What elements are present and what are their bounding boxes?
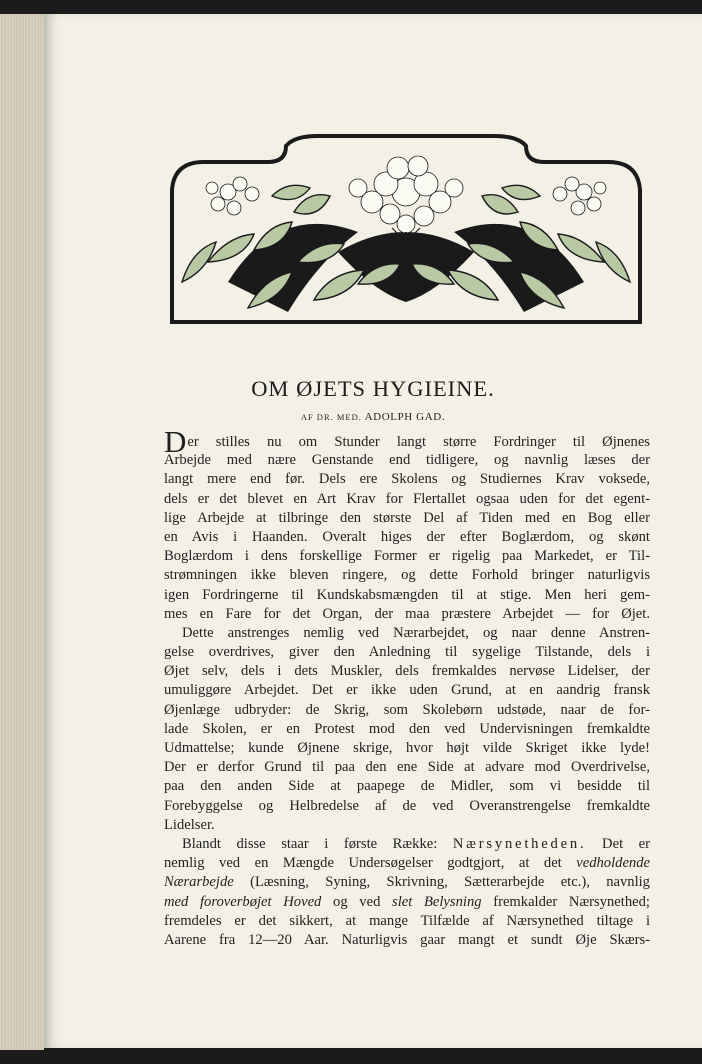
text-line: lige Arbejde at tilbringe den største Del af Tiden med en Bog eller bbox=[164, 509, 650, 526]
text-line: Nærarbejde (Læsning, Syning, Skrivning, Sætterarbejde etc.), navnlig bbox=[164, 874, 650, 891]
text-line: paa den anden Side at paapege de Midler, som vi besidde til bbox=[164, 778, 650, 795]
byline-prefix: AF DR. MED. bbox=[300, 412, 362, 422]
text-line: Udmattelse; kunde Øjnene skrige, hvor højt vilde Skriget ikke lyde! bbox=[164, 740, 650, 756]
spaced-emphasis: Nærsynetheden. bbox=[452, 835, 587, 852]
italic-emphasis: vedholdende bbox=[576, 855, 650, 872]
text-line: mes en Fare for det Organ, der maa præstere Arbejdet — for Øjet. bbox=[164, 605, 650, 622]
text-line: Øjet selv, dels i dets Muskler, dels fremkaldes nervøse Lidelser, der bbox=[164, 663, 650, 680]
floral-vignette-illustration bbox=[168, 132, 644, 324]
italic-emphasis: med foroverbøjet Hoved bbox=[164, 893, 322, 910]
text-line: en Avis i Haanden. Overalt higes der efter Boglærdom, og skønt bbox=[164, 528, 650, 545]
book-page bbox=[44, 14, 702, 1048]
article-body bbox=[164, 424, 651, 950]
text-line: umuliggøre Arbejdet. Det er ikke uden Grund, at en aandrig fransk bbox=[164, 682, 650, 699]
text-line: dels er det blevet en Art Krav for Flertallet ogsaa uden for det egent- bbox=[164, 490, 650, 507]
italic-emphasis: Nærarbejde bbox=[164, 874, 234, 891]
text-line: Der er derfor Grund til paa den ene Side at advare mod Overdrivelse, bbox=[164, 759, 650, 776]
text-line: Der stilles nu om Stunder langt større Fordringer til Øjnenes bbox=[164, 424, 650, 459]
text-line: gelse overdrives, giver den Anledning til sygelige Tilstande, dels i bbox=[164, 644, 650, 661]
text-line: med foroverbøjet Hoved og ved slet Belysning fremkalder Nærsynethed; bbox=[164, 893, 650, 910]
text-line: Aarene fra 12—20 Aar. Naturligvis gaar mangt et sundt Øje Skærs- bbox=[164, 931, 650, 948]
italic-emphasis: slet Belysning bbox=[392, 893, 482, 910]
drop-cap: D bbox=[164, 424, 187, 459]
text-line: nemlig ved en Mængde Undersøgelser godtgjort, at det vedholdende bbox=[164, 855, 650, 872]
byline-author: ADOLPH GAD. bbox=[364, 411, 446, 423]
text-line: fremdeles er det sikkert, at mange Tilfælde af Nærsynethed tiltage i bbox=[164, 912, 650, 929]
text-line: Lidelser. bbox=[164, 816, 215, 833]
text-line: Dette anstrenges nemlig ved Nærarbejdet, og naar denne Anstren- bbox=[182, 624, 650, 641]
text-line: igen Fordringerne til Kundskabsmængden til at stige. Men heri gem- bbox=[164, 586, 650, 603]
text-line: Boglærdom i dens forskellige Former er rigelig paa Markedet, er Til- bbox=[164, 548, 650, 565]
text-line: Blandt disse staar i første Række: Nærsynetheden. Det er bbox=[182, 835, 651, 852]
text-line: lade Skolen, er en Protest mod den ved Undervisningen fremkaldte bbox=[164, 720, 650, 737]
article-byline bbox=[44, 411, 702, 423]
text-line: strømningen ikke bleven ringere, og dette Forhold bringer naturligvis bbox=[164, 567, 650, 584]
text-line: Forebyggelse og Helbredelse af de ved Overanstrengelse fremkaldte bbox=[164, 797, 650, 814]
text-line: Arbejde med nære Genstande end tidligere, og navnlig læses der bbox=[164, 452, 650, 469]
text-line: langt mere end før. Dels ere Skolens og Studiernes Krav voksede, bbox=[164, 471, 650, 488]
text-line: Øjenlæge udbryder: de Skrig, som Skolebørn udstøde, naar de for- bbox=[164, 701, 650, 718]
book-page-edge bbox=[0, 14, 44, 1050]
article-title: OM ØJETS HYGIEINE. bbox=[251, 376, 495, 401]
